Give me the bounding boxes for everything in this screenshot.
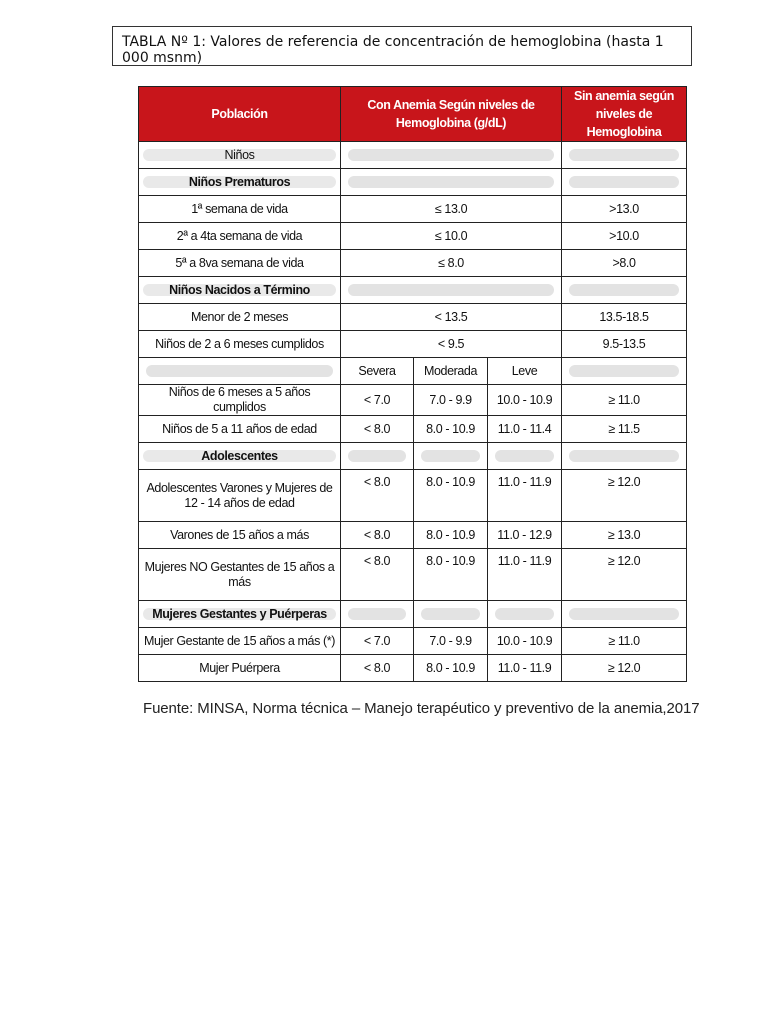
section-label: Niños [139, 142, 341, 169]
subheader-row [139, 358, 687, 385]
hemoglobin-reference-table [138, 86, 687, 682]
table-row [139, 250, 687, 277]
blank-cell [414, 601, 488, 628]
blank-cell [341, 443, 414, 470]
section-row [139, 142, 687, 169]
blank-cell [562, 277, 687, 304]
population-cell: Niños de 6 meses a 5 años cumplidos [139, 385, 341, 416]
normal-cell: ≥ 12.0 [562, 470, 687, 522]
severa-cell: < 7.0 [341, 385, 414, 416]
population-cell: 2ª a 4ta semana de vida [139, 223, 341, 250]
section-label: Niños Prematuros [139, 169, 341, 196]
table-row [139, 470, 687, 522]
section-row [139, 443, 687, 470]
population-cell: Adolescentes Varones y Mujeres de 12 - 14 años de edad [139, 470, 341, 522]
normal-cell: ≥ 11.0 [562, 385, 687, 416]
blank-cell [488, 443, 562, 470]
table-row [139, 385, 687, 416]
severa-cell: < 8.0 [341, 416, 414, 443]
leve-cell: 11.0 - 11.9 [488, 549, 562, 601]
subheader-severa: Severa [341, 358, 414, 385]
normal-cell: ≥ 12.0 [562, 549, 687, 601]
moderada-cell: 8.0 - 10.9 [414, 522, 488, 549]
table-row [139, 416, 687, 443]
population-cell: 1ª semana de vida [139, 196, 341, 223]
population-cell: 5ª a 8va semana de vida [139, 250, 341, 277]
leve-cell: 11.0 - 12.9 [488, 522, 562, 549]
blank-cell [341, 277, 562, 304]
subheader-moderada: Moderada [414, 358, 488, 385]
table-row [139, 549, 687, 601]
table-row [139, 223, 687, 250]
blank-cell [562, 601, 687, 628]
reference-table-container [138, 86, 686, 682]
section-row [139, 169, 687, 196]
source-note: Fuente: MINSA, Norma técnica – Manejo terapéutico y preventivo de la anemia,2017 [143, 700, 700, 717]
severa-cell: < 8.0 [341, 522, 414, 549]
severa-cell: < 8.0 [341, 655, 414, 682]
population-cell: Mujeres NO Gestantes de 15 años a más [139, 549, 341, 601]
blank-cell [562, 169, 687, 196]
severa-cell: < 7.0 [341, 628, 414, 655]
leve-cell: 10.0 - 10.9 [488, 385, 562, 416]
normal-cell: 13.5-18.5 [562, 304, 687, 331]
leve-cell: 11.0 - 11.9 [488, 470, 562, 522]
table-row [139, 331, 687, 358]
table-row [139, 196, 687, 223]
population-cell: Mujer Puérpera [139, 655, 341, 682]
normal-cell: 9.5-13.5 [562, 331, 687, 358]
normal-cell: >10.0 [562, 223, 687, 250]
moderada-cell: 7.0 - 9.9 [414, 385, 488, 416]
leve-cell: 10.0 - 10.9 [488, 628, 562, 655]
anemia-cell: < 9.5 [341, 331, 562, 358]
blank-cell [139, 358, 341, 385]
table-row [139, 655, 687, 682]
population-cell: Menor de 2 meses [139, 304, 341, 331]
anemia-cell: ≤ 13.0 [341, 196, 562, 223]
moderada-cell: 8.0 - 10.9 [414, 470, 488, 522]
blank-cell [341, 169, 562, 196]
normal-cell: ≥ 11.0 [562, 628, 687, 655]
header-anemia: Con Anemia Según niveles de Hemoglobina (g/dL) [341, 87, 562, 142]
blank-cell [562, 443, 687, 470]
header-population: Población [139, 87, 341, 142]
leve-cell: 11.0 - 11.4 [488, 416, 562, 443]
anemia-cell: < 13.5 [341, 304, 562, 331]
severa-cell: < 8.0 [341, 470, 414, 522]
normal-cell: ≥ 13.0 [562, 522, 687, 549]
section-label: Niños Nacidos a Término [139, 277, 341, 304]
severa-cell: < 8.0 [341, 549, 414, 601]
population-cell: Niños de 2 a 6 meses cumplidos [139, 331, 341, 358]
moderada-cell: 8.0 - 10.9 [414, 416, 488, 443]
section-row [139, 601, 687, 628]
blank-cell [341, 601, 414, 628]
blank-cell [562, 358, 687, 385]
section-label: Mujeres Gestantes y Puérperas [139, 601, 341, 628]
header-no-anemia: Sin anemia según niveles de Hemoglobina [562, 87, 687, 142]
section-label: Adolescentes [139, 443, 341, 470]
table-row [139, 628, 687, 655]
normal-cell: >13.0 [562, 196, 687, 223]
moderada-cell: 8.0 - 10.9 [414, 655, 488, 682]
leve-cell: 11.0 - 11.9 [488, 655, 562, 682]
table-caption: TABLA Nº 1: Valores de referencia de concentración de hemoglobina (hasta 1 000 msnm) [112, 26, 692, 66]
population-cell: Mujer Gestante de 15 años a más (*) [139, 628, 341, 655]
population-cell: Niños de 5 a 11 años de edad [139, 416, 341, 443]
population-cell: Varones de 15 años a más [139, 522, 341, 549]
blank-cell [341, 142, 562, 169]
normal-cell: ≥ 11.5 [562, 416, 687, 443]
table-row [139, 304, 687, 331]
anemia-cell: ≤ 10.0 [341, 223, 562, 250]
table-row [139, 522, 687, 549]
moderada-cell: 8.0 - 10.9 [414, 549, 488, 601]
normal-cell: ≥ 12.0 [562, 655, 687, 682]
subheader-leve: Leve [488, 358, 562, 385]
blank-cell [414, 443, 488, 470]
blank-cell [562, 142, 687, 169]
moderada-cell: 7.0 - 9.9 [414, 628, 488, 655]
normal-cell: >8.0 [562, 250, 687, 277]
anemia-cell: ≤ 8.0 [341, 250, 562, 277]
section-row [139, 277, 687, 304]
blank-cell [488, 601, 562, 628]
